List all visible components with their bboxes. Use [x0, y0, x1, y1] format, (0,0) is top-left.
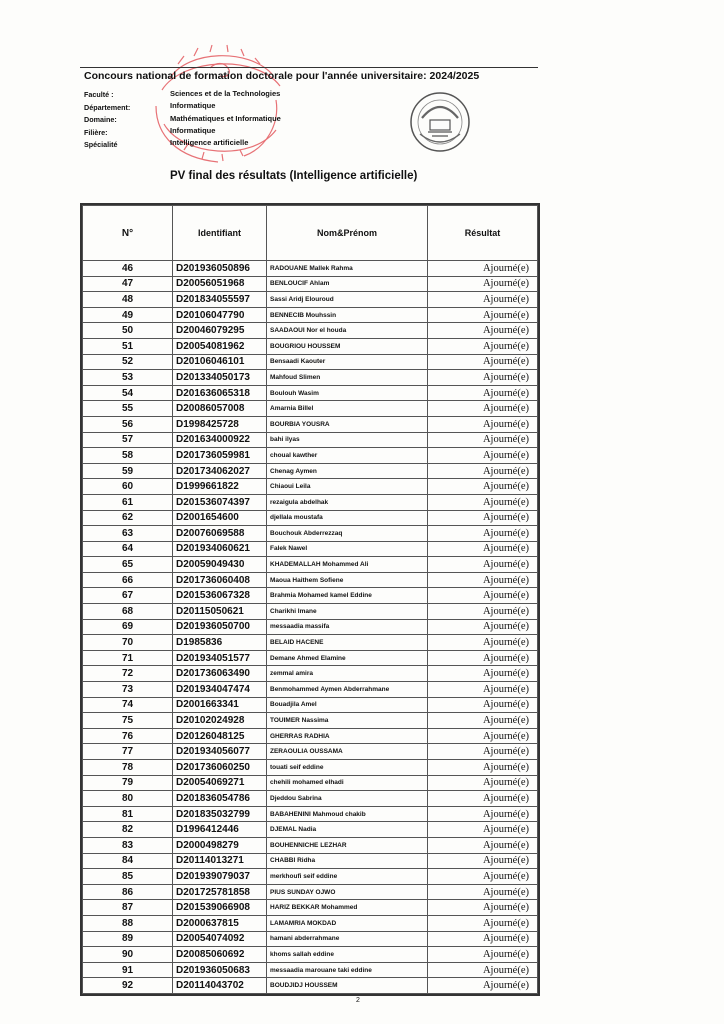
- row-name: RADOUANE Mallek Rahma: [267, 261, 428, 277]
- row-number: 46: [83, 261, 173, 277]
- row-result: Ajourné(e): [428, 775, 538, 791]
- table-row: [83, 947, 538, 963]
- label-filiere: Filière:: [84, 127, 108, 137]
- table-row: [83, 448, 538, 464]
- row-name: CHABBI Ridha: [267, 853, 428, 869]
- row-identifiant: D20114043702: [173, 978, 267, 994]
- row-identifiant: D1985836: [173, 635, 267, 651]
- row-number: 61: [83, 494, 173, 510]
- header-identifiant: Identifiant: [173, 206, 267, 261]
- row-identifiant: D1999661822: [173, 479, 267, 495]
- table-row: [83, 837, 538, 853]
- row-number: 72: [83, 666, 173, 682]
- table-row: [83, 432, 538, 448]
- table-row: [83, 962, 538, 978]
- row-result: Ajourné(e): [428, 744, 538, 760]
- row-name: messaadia marouane taki eddine: [267, 962, 428, 978]
- value-faculte: Sciences et de la Technologies: [170, 89, 281, 98]
- row-result: Ajourné(e): [428, 572, 538, 588]
- row-number: 63: [83, 526, 173, 542]
- table-row: [83, 619, 538, 635]
- row-number: 85: [83, 869, 173, 885]
- row-identifiant: D201536074397: [173, 494, 267, 510]
- row-name: merkhoufi seif eddine: [267, 869, 428, 885]
- row-result: Ajourné(e): [428, 806, 538, 822]
- row-name: SAADAOUI Nor el houda: [267, 323, 428, 339]
- row-name: Sassi Aridj Elouroud: [267, 292, 428, 308]
- row-identifiant: D20046079295: [173, 323, 267, 339]
- row-name: BELAID HACENE: [267, 635, 428, 651]
- row-name: BENNECIB Mouhssin: [267, 307, 428, 323]
- row-identifiant: D2001654600: [173, 510, 267, 526]
- table-row: [83, 572, 538, 588]
- row-number: 74: [83, 697, 173, 713]
- table-row: [83, 775, 538, 791]
- header-resultat: Résultat: [428, 206, 538, 261]
- table-row: [83, 931, 538, 947]
- table-row: [83, 276, 538, 292]
- row-number: 64: [83, 541, 173, 557]
- row-name: Bouchouk Abderrezzaq: [267, 526, 428, 542]
- row-identifiant: D201736060250: [173, 760, 267, 776]
- row-number: 50: [83, 323, 173, 339]
- row-number: 73: [83, 682, 173, 698]
- row-name: HARIZ BEKKAR Mohammed: [267, 900, 428, 916]
- table-row: [83, 635, 538, 651]
- row-result: Ajourné(e): [428, 962, 538, 978]
- table-row: [83, 744, 538, 760]
- row-result: Ajourné(e): [428, 604, 538, 620]
- table-row: [83, 728, 538, 744]
- row-identifiant: D201636065318: [173, 385, 267, 401]
- table-row: [83, 401, 538, 417]
- table-row: [83, 354, 538, 370]
- row-number: 51: [83, 338, 173, 354]
- row-identifiant: D201934060621: [173, 541, 267, 557]
- row-result: Ajourné(e): [428, 307, 538, 323]
- row-name: messaadia massifa: [267, 619, 428, 635]
- row-identifiant: D20086057008: [173, 401, 267, 417]
- row-number: 80: [83, 791, 173, 807]
- row-name: Benmohammed Aymen Abderrahmane: [267, 682, 428, 698]
- row-result: Ajourné(e): [428, 697, 538, 713]
- row-number: 58: [83, 448, 173, 464]
- row-number: 68: [83, 604, 173, 620]
- row-identifiant: D201334050173: [173, 370, 267, 386]
- row-number: 47: [83, 276, 173, 292]
- row-name: Bouadjila Amel: [267, 697, 428, 713]
- row-result: Ajourné(e): [428, 728, 538, 744]
- row-name: Mahfoud Slimen: [267, 370, 428, 386]
- row-identifiant: D201934056077: [173, 744, 267, 760]
- table-body: [83, 261, 538, 994]
- row-number: 82: [83, 822, 173, 838]
- row-identifiant: D201725781858: [173, 884, 267, 900]
- row-result: Ajourné(e): [428, 837, 538, 853]
- row-result: Ajourné(e): [428, 510, 538, 526]
- label-faculte: Faculté :: [84, 90, 114, 99]
- row-name: BOURBIA YOUSRA: [267, 416, 428, 432]
- row-result: Ajourné(e): [428, 931, 538, 947]
- row-result: Ajourné(e): [428, 869, 538, 885]
- row-name: Falek Nawel: [267, 541, 428, 557]
- header-title: Concours national de formation doctorale pour l'année universitaire: 2024/2025: [84, 70, 480, 82]
- row-name: choual kawther: [267, 448, 428, 464]
- table-row: [83, 541, 538, 557]
- row-number: 54: [83, 385, 173, 401]
- value-domaine: Mathématiques et Informatique: [170, 113, 281, 123]
- row-number: 87: [83, 900, 173, 916]
- document-title: PV final des résultats (Intelligence artificielle): [170, 170, 418, 182]
- row-result: Ajourné(e): [428, 292, 538, 308]
- row-result: Ajourné(e): [428, 494, 538, 510]
- row-name: zemmal amira: [267, 666, 428, 682]
- row-number: 76: [83, 728, 173, 744]
- row-name: TOUIMER Nassima: [267, 713, 428, 729]
- row-number: 60: [83, 479, 173, 495]
- row-result: Ajourné(e): [428, 619, 538, 635]
- results-table: [80, 203, 540, 996]
- row-number: 52: [83, 354, 173, 370]
- row-number: 89: [83, 931, 173, 947]
- row-name: Maoua Haithem Sofiene: [267, 572, 428, 588]
- row-result: Ajourné(e): [428, 760, 538, 776]
- row-result: Ajourné(e): [428, 713, 538, 729]
- header-number: N°: [83, 206, 173, 261]
- table-header-row: [83, 206, 538, 261]
- row-identifiant: D201936050896: [173, 261, 267, 277]
- row-identifiant: D201936050700: [173, 619, 267, 635]
- row-identifiant: D1998425728: [173, 416, 267, 432]
- value-departement: Informatique: [170, 101, 216, 111]
- table-row: [83, 292, 538, 308]
- row-name: BENLOUCIF Ahlam: [267, 276, 428, 292]
- table-row: [83, 791, 538, 807]
- header-nom-prenom: Nom&Prénom: [267, 206, 428, 261]
- row-identifiant: D201834055597: [173, 292, 267, 308]
- row-identifiant: D201736060408: [173, 572, 267, 588]
- row-result: Ajourné(e): [428, 323, 538, 339]
- row-result: Ajourné(e): [428, 401, 538, 417]
- table-row: [83, 526, 538, 542]
- row-identifiant: D20114013271: [173, 853, 267, 869]
- row-name: khoms sallah eddine: [267, 947, 428, 963]
- meta-values: [170, 88, 281, 149]
- row-identifiant: D201835032799: [173, 806, 267, 822]
- table-row: [83, 261, 538, 277]
- row-name: BABAHENINI Mahmoud chakib: [267, 806, 428, 822]
- row-identifiant: D201939079037: [173, 869, 267, 885]
- row-number: 81: [83, 806, 173, 822]
- row-result: Ajourné(e): [428, 463, 538, 479]
- row-number: 84: [83, 853, 173, 869]
- table-row: [83, 338, 538, 354]
- table-row: [83, 557, 538, 573]
- table-row: [83, 479, 538, 495]
- university-logo-icon: [408, 90, 472, 154]
- row-name: hamani abderrahmane: [267, 931, 428, 947]
- row-identifiant: D201736063490: [173, 666, 267, 682]
- row-identifiant: D201836054786: [173, 791, 267, 807]
- row-identifiant: D1996412446: [173, 822, 267, 838]
- row-result: Ajourné(e): [428, 635, 538, 651]
- row-name: ZERAOULIA OUSSAMA: [267, 744, 428, 760]
- row-result: Ajourné(e): [428, 822, 538, 838]
- row-identifiant: D20076069588: [173, 526, 267, 542]
- row-identifiant: D201536067328: [173, 588, 267, 604]
- row-number: 70: [83, 635, 173, 651]
- row-result: Ajourné(e): [428, 588, 538, 604]
- row-result: Ajourné(e): [428, 526, 538, 542]
- table-row: [83, 588, 538, 604]
- table-row: [83, 666, 538, 682]
- row-name: Demane Ahmed Elamine: [267, 650, 428, 666]
- row-number: 65: [83, 557, 173, 573]
- table-row: [83, 370, 538, 386]
- row-number: 91: [83, 962, 173, 978]
- row-name: Chenag Aymen: [267, 463, 428, 479]
- row-number: 77: [83, 744, 173, 760]
- row-name: DJEMAL Nadia: [267, 822, 428, 838]
- row-identifiant: D20106046101: [173, 354, 267, 370]
- row-name: Charikhi Imane: [267, 604, 428, 620]
- row-name: KHADEMALLAH Mohammed Ali: [267, 557, 428, 573]
- row-identifiant: D201934047474: [173, 682, 267, 698]
- row-identifiant: D20102024928: [173, 713, 267, 729]
- row-name: touati seif eddine: [267, 760, 428, 776]
- row-number: 75: [83, 713, 173, 729]
- table-row: [83, 869, 538, 885]
- row-name: rezaigula abdelhak: [267, 494, 428, 510]
- row-number: 92: [83, 978, 173, 994]
- row-number: 66: [83, 572, 173, 588]
- row-result: Ajourné(e): [428, 276, 538, 292]
- table-row: [83, 650, 538, 666]
- table-row: [83, 915, 538, 931]
- row-name: bahi ilyas: [267, 432, 428, 448]
- table-row: [83, 900, 538, 916]
- row-name: Amarnia Billel: [267, 401, 428, 417]
- row-result: Ajourné(e): [428, 650, 538, 666]
- row-result: Ajourné(e): [428, 978, 538, 994]
- row-identifiant: D20085060692: [173, 947, 267, 963]
- table-row: [83, 307, 538, 323]
- row-identifiant: D201634000922: [173, 432, 267, 448]
- table-row: [83, 822, 538, 838]
- table-row: [83, 604, 538, 620]
- row-name: chehili mohamed elhadi: [267, 775, 428, 791]
- row-number: 56: [83, 416, 173, 432]
- row-identifiant: D201734062027: [173, 463, 267, 479]
- row-name: Djeddou Sabrina: [267, 791, 428, 807]
- row-result: Ajourné(e): [428, 261, 538, 277]
- row-identifiant: D201539066908: [173, 900, 267, 916]
- row-result: Ajourné(e): [428, 947, 538, 963]
- row-identifiant: D20054081962: [173, 338, 267, 354]
- row-name: Boulouh Wasim: [267, 385, 428, 401]
- row-name: djellala moustafa: [267, 510, 428, 526]
- table-row: [83, 682, 538, 698]
- row-result: Ajourné(e): [428, 541, 538, 557]
- row-number: 62: [83, 510, 173, 526]
- row-identifiant: D201934051577: [173, 650, 267, 666]
- row-number: 71: [83, 650, 173, 666]
- row-identifiant: D201936050683: [173, 962, 267, 978]
- row-name: BOUGRIOU HOUSSEM: [267, 338, 428, 354]
- row-identifiant: D2000498279: [173, 837, 267, 853]
- row-number: 90: [83, 947, 173, 963]
- meta-labels: [84, 89, 130, 152]
- row-number: 86: [83, 884, 173, 900]
- row-name: LAMAMRIA MOKDAD: [267, 915, 428, 931]
- table-row: [83, 494, 538, 510]
- row-number: 55: [83, 401, 173, 417]
- row-number: 79: [83, 775, 173, 791]
- row-name: Brahmia Mohamed kamel Eddine: [267, 588, 428, 604]
- page-number: 2: [356, 997, 360, 1004]
- row-identifiant: D20054069271: [173, 775, 267, 791]
- row-name: BOUHENNICHE LEZHAR: [267, 837, 428, 853]
- row-number: 49: [83, 307, 173, 323]
- row-name: Bensaadi Kaouter: [267, 354, 428, 370]
- table-row: [83, 978, 538, 994]
- row-number: 57: [83, 432, 173, 448]
- value-specialite: Intelligence artificielle: [170, 138, 249, 148]
- row-number: 83: [83, 837, 173, 853]
- value-filiere: Informatique: [170, 125, 216, 135]
- row-result: Ajourné(e): [428, 370, 538, 386]
- row-name: BOUDJIDJ HOUSSEM: [267, 978, 428, 994]
- row-identifiant: D20056051968: [173, 276, 267, 292]
- row-identifiant: D20054074092: [173, 931, 267, 947]
- row-result: Ajourné(e): [428, 682, 538, 698]
- row-number: 69: [83, 619, 173, 635]
- row-identifiant: D20106047790: [173, 307, 267, 323]
- table-row: [83, 760, 538, 776]
- row-identifiant: D20115050621: [173, 604, 267, 620]
- row-result: Ajourné(e): [428, 432, 538, 448]
- table-row: [83, 884, 538, 900]
- row-name: GHERRAS RADHIA: [267, 728, 428, 744]
- row-result: Ajourné(e): [428, 385, 538, 401]
- row-result: Ajourné(e): [428, 479, 538, 495]
- table-row: [83, 697, 538, 713]
- label-departement: Département:: [84, 102, 131, 112]
- row-identifiant: D2001663341: [173, 697, 267, 713]
- table-row: [83, 853, 538, 869]
- row-result: Ajourné(e): [428, 416, 538, 432]
- row-identifiant: D201736059981: [173, 448, 267, 464]
- table-row: [83, 510, 538, 526]
- row-identifiant: D20126048125: [173, 728, 267, 744]
- row-number: 59: [83, 463, 173, 479]
- table-row: [83, 463, 538, 479]
- row-number: 78: [83, 760, 173, 776]
- row-result: Ajourné(e): [428, 884, 538, 900]
- label-specialite: Spécialité: [84, 140, 118, 149]
- row-identifiant: D2000637815: [173, 915, 267, 931]
- row-result: Ajourné(e): [428, 666, 538, 682]
- row-name: Chiaoui Leila: [267, 479, 428, 495]
- row-name: PIUS SUNDAY OJWO: [267, 884, 428, 900]
- row-number: 53: [83, 370, 173, 386]
- label-domaine: Domaine:: [84, 115, 117, 124]
- row-result: Ajourné(e): [428, 338, 538, 354]
- row-result: Ajourné(e): [428, 448, 538, 464]
- row-result: Ajourné(e): [428, 853, 538, 869]
- row-number: 67: [83, 588, 173, 604]
- row-number: 48: [83, 292, 173, 308]
- row-result: Ajourné(e): [428, 557, 538, 573]
- row-result: Ajourné(e): [428, 900, 538, 916]
- table-row: [83, 323, 538, 339]
- row-identifiant: D20059049430: [173, 557, 267, 573]
- row-number: 88: [83, 915, 173, 931]
- table-row: [83, 416, 538, 432]
- table-row: [83, 385, 538, 401]
- header-rule: [80, 67, 538, 68]
- row-result: Ajourné(e): [428, 915, 538, 931]
- table-row: [83, 713, 538, 729]
- row-result: Ajourné(e): [428, 354, 538, 370]
- row-result: Ajourné(e): [428, 791, 538, 807]
- table-row: [83, 806, 538, 822]
